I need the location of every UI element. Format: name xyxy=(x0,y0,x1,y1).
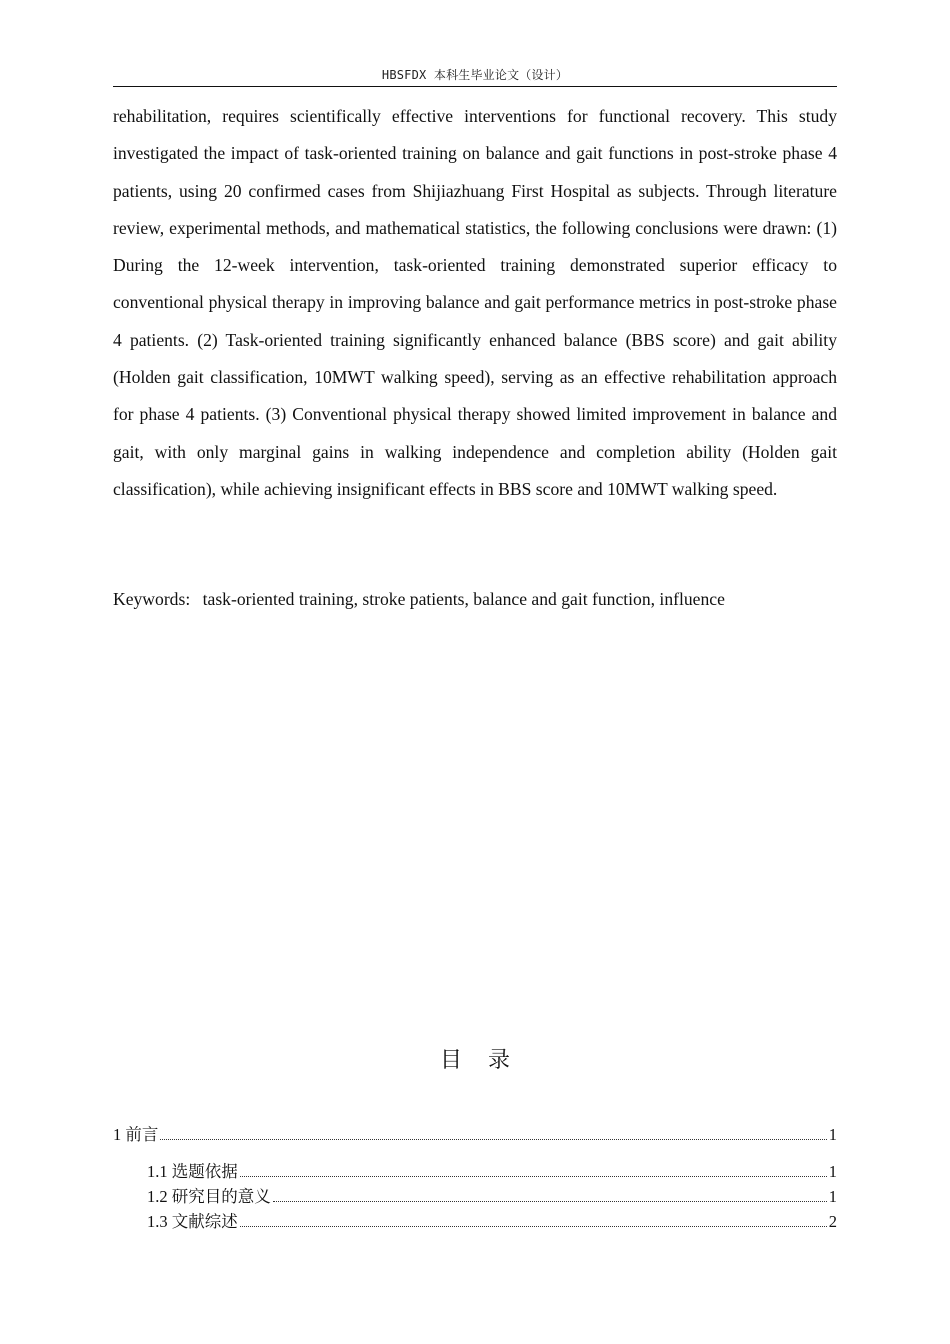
toc-entry[interactable] xyxy=(147,1159,837,1185)
toc-entry[interactable] xyxy=(147,1184,837,1210)
toc-dot-leader xyxy=(240,1176,827,1177)
toc-dot-leader xyxy=(273,1201,827,1202)
abstract-paragraph: rehabilitation, requires scientifically effective interventions for functional recovery. This study investigated the impact of task-oriented training on balance and gait functions in post-stroke phase 4 patients, using 20 confirmed cases from Shijiazhuang First Hospital as subjects. Through literature review, experimental methods, and mathematical statistics, the following conclusions were drawn: (1) During the 12-week intervention, task-oriented training demonstrated superior efficacy to conventional physical therapy in improving balance and gait performance metrics in post-stroke phase 4 patients. (2) Task-oriented training significantly enhanced balance (BBS score) and gait ability (Holden gait classification, 10MWT walking speed), serving as an effective rehabilitation approach for phase 4 patients. (3) Conventional physical therapy showed limited improvement in balance and gait, with only marginal gains in walking independence and completion ability (Holden gait classification), while achieving insignificant effects in BBS score and 10MWT walking speed. xyxy=(113,106,837,499)
keywords-label: Keywords: xyxy=(113,589,191,609)
keywords-line xyxy=(113,582,837,616)
toc-entry-label: 1.2 研究目的意义 xyxy=(147,1187,271,1206)
toc-dot-leader xyxy=(160,1139,826,1140)
toc-entry-page: 1 xyxy=(828,1125,837,1144)
toc-entry-label: 1.3 文献综述 xyxy=(147,1212,238,1231)
toc-dot-leader xyxy=(240,1226,827,1227)
toc-entry[interactable] xyxy=(147,1209,837,1235)
toc-entry[interactable] xyxy=(113,1122,837,1148)
toc-entry-page: 1 xyxy=(828,1162,837,1181)
toc-entry-page: 1 xyxy=(828,1187,837,1206)
toc-entry-label: 1.1 选题依据 xyxy=(147,1162,238,1181)
keywords-value: task-oriented training, stroke patients, balance and gait function, influence xyxy=(202,589,725,609)
page-header: HBSFDX 本科生毕业论文（设计） xyxy=(381,68,569,82)
toc-entry-page: 2 xyxy=(828,1212,837,1231)
toc-title: 目录 xyxy=(439,1048,536,1073)
header-divider xyxy=(113,86,837,87)
toc-entry-label: 1 前言 xyxy=(113,1125,159,1144)
